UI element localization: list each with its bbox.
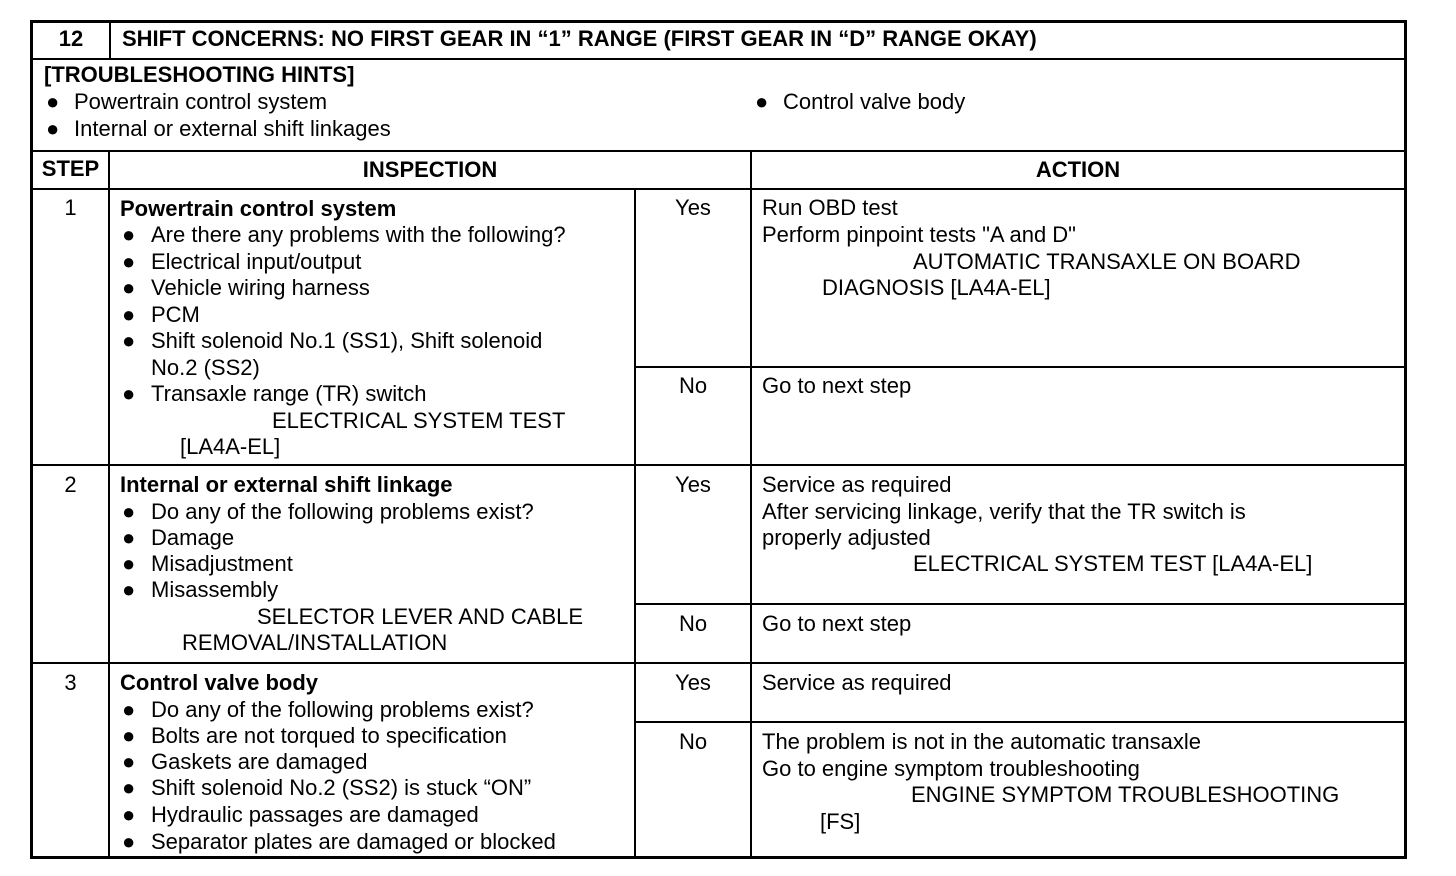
rule-step2-step3 xyxy=(30,662,1407,664)
reference-link[interactable]: DIAGNOSIS [LA4A-EL] xyxy=(822,275,1051,300)
inspection-item: Bolts are not torqued to specification xyxy=(151,723,507,748)
bullet-dot: ● xyxy=(122,249,136,274)
reference-link[interactable]: [LA4A-EL] xyxy=(180,434,281,459)
action-line: Go to next step xyxy=(762,611,912,636)
bullet-dot: ● xyxy=(122,802,136,827)
bullet-dot: ● xyxy=(122,697,136,722)
column-step: STEP xyxy=(41,156,100,181)
rule-inspection-action xyxy=(750,150,752,859)
rule-header-number-divider xyxy=(109,20,111,60)
bullet-dot: ● xyxy=(755,89,769,114)
inspection-item: Gaskets are damaged xyxy=(151,749,368,774)
bullet-dot: ● xyxy=(122,723,136,748)
reference-link[interactable]: ENGINE SYMPTOM TROUBLESHOOTING xyxy=(911,782,1340,807)
rule-under-hints xyxy=(30,150,1407,152)
inspection-item: Misadjustment xyxy=(151,551,293,576)
bullet-dot: ● xyxy=(122,328,136,353)
step-number: 3 xyxy=(64,670,77,695)
inspection-item: Transaxle range (TR) switch xyxy=(151,381,427,406)
yes-label: Yes xyxy=(675,670,711,695)
action-line: Go to engine symptom troubleshooting xyxy=(762,756,1140,781)
inspection-item: PCM xyxy=(151,302,200,327)
header-number: 12 xyxy=(58,26,84,51)
reference-link[interactable]: REMOVAL/INSTALLATION xyxy=(182,630,448,655)
bullet-dot: ● xyxy=(122,381,136,406)
column-action: ACTION xyxy=(1035,157,1121,182)
inspection-item: Do any of the following problems exist? xyxy=(151,499,534,524)
action-line: Run OBD test xyxy=(762,195,898,220)
step-number: 1 xyxy=(64,195,77,220)
step-title: Powertrain control system xyxy=(120,196,397,221)
reference-link[interactable]: ELECTRICAL SYSTEM TEST xyxy=(272,408,566,433)
no-label: No xyxy=(678,611,708,636)
bullet-dot: ● xyxy=(122,551,136,576)
step-title: Internal or external shift linkage xyxy=(120,472,453,497)
bullet-dot: ● xyxy=(122,749,136,774)
rule-step-column xyxy=(108,150,110,859)
inspection-item: Misassembly xyxy=(151,577,279,602)
rule-step1-step2 xyxy=(30,464,1407,466)
bullet-dot: ● xyxy=(122,275,136,300)
column-inspection: INSPECTION xyxy=(362,157,498,182)
inspection-item: Electrical input/output xyxy=(151,249,362,274)
inspection-item: Shift solenoid No.2 (SS2) is stuck “ON” xyxy=(151,775,532,800)
action-line: After servicing linkage, verify that the TR switch is xyxy=(762,499,1246,524)
hint-left-item: Powertrain control system xyxy=(74,89,328,114)
rule-under-columns xyxy=(30,188,1407,190)
inspection-item-continued: No.2 (SS2) xyxy=(151,355,260,380)
hints-label: [TROUBLESHOOTING HINTS] xyxy=(44,62,355,87)
action-line: The problem is not in the automatic transaxle xyxy=(762,729,1202,754)
hint-left-item: Internal or external shift linkages xyxy=(74,116,391,141)
bullet-dot: ● xyxy=(122,829,136,854)
bullet-dot: ● xyxy=(122,775,136,800)
action-line: Service as required xyxy=(762,472,952,497)
bullet-dot: ● xyxy=(46,116,60,141)
header-title: SHIFT CONCERNS: NO FIRST GEAR IN “1” RANGE (FIRST GEAR IN “D” RANGE OKAY) xyxy=(122,26,1037,51)
action-line: properly adjusted xyxy=(762,525,931,550)
yes-label: Yes xyxy=(675,472,711,497)
reference-link[interactable]: AUTOMATIC TRANSAXLE ON BOARD xyxy=(913,249,1301,274)
rule-yes-no-column xyxy=(634,188,636,859)
yes-label: Yes xyxy=(675,195,711,220)
inspection-item: Shift solenoid No.1 (SS1), Shift solenoid xyxy=(151,328,543,353)
inspection-item: Separator plates are damaged or blocked xyxy=(151,829,556,854)
action-line: Perform pinpoint tests "A and D" xyxy=(762,222,1076,247)
reference-link[interactable]: ELECTRICAL SYSTEM TEST [LA4A-EL] xyxy=(913,551,1313,576)
reference-link[interactable]: [FS] xyxy=(820,809,861,834)
inspection-item: Damage xyxy=(151,525,235,550)
no-label: No xyxy=(678,729,708,754)
bullet-dot: ● xyxy=(46,89,60,114)
rule-under-header xyxy=(30,58,1407,60)
reference-link[interactable]: SELECTOR LEVER AND CABLE xyxy=(257,604,584,629)
action-line: Go to next step xyxy=(762,373,912,398)
bullet-dot: ● xyxy=(122,222,136,247)
no-label: No xyxy=(678,373,708,398)
step-title: Control valve body xyxy=(120,670,319,695)
hint-right-item: Control valve body xyxy=(783,89,966,114)
inspection-item: Do any of the following problems exist? xyxy=(151,697,534,722)
bullet-dot: ● xyxy=(122,525,136,550)
bullet-dot: ● xyxy=(122,577,136,602)
inspection-item: Are there any problems with the following? xyxy=(151,222,566,247)
inspection-item: Vehicle wiring harness xyxy=(151,275,370,300)
bullet-dot: ● xyxy=(122,302,136,327)
action-line: Service as required xyxy=(762,670,952,695)
bullet-dot: ● xyxy=(122,499,136,524)
step-number: 2 xyxy=(64,472,77,497)
inspection-item: Hydraulic passages are damaged xyxy=(151,802,479,827)
